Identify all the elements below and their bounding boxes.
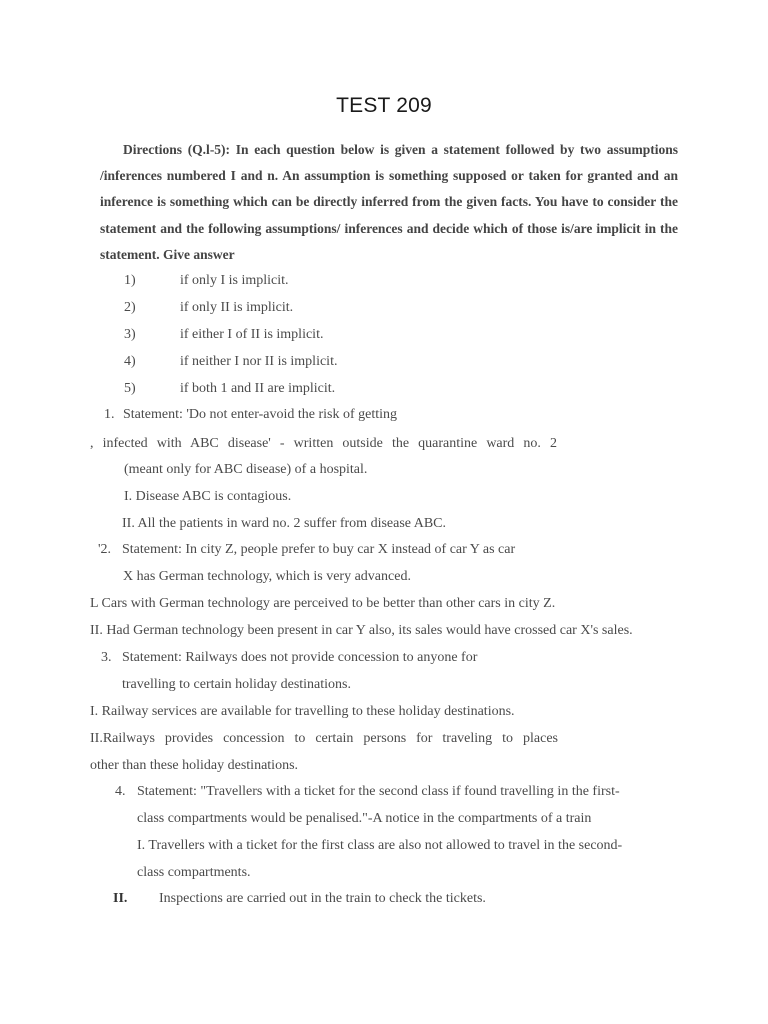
assumption: I. Disease ABC is contagious. [124,489,292,504]
assumption: class compartments. [137,865,251,880]
question-number: '2. [98,542,112,557]
option-text: if neither I nor II is implicit. [180,354,338,369]
assumption: II.Railways provides concession to certain persons for traveling to places [90,731,558,746]
option-number: 4) [124,354,136,369]
option-text: if only I is implicit. [180,273,289,288]
assumption: other than these holiday destinations. [90,758,299,773]
option-text: if only II is implicit. [180,300,294,315]
question-statement: Statement: 'Do not enter-avoid the risk of getting [123,407,398,422]
option-number: 3) [124,327,136,342]
question-statement: (meant only for ABC disease) of a hospital. [124,462,368,477]
question-number: 3. [101,650,112,665]
question-statement: X has German technology, which is very advanced. [123,569,411,584]
question-number: 4. [115,784,126,799]
assumption: L Cars with German technology are perceived to be better than other cars in city Z. [90,596,556,611]
page-title: TEST 209 [336,94,432,117]
option-number: 1) [124,273,136,288]
assumption-number: II. [113,891,128,906]
question-statement: travelling to certain holiday destinations. [122,677,351,692]
option-text: if either I of II is implicit. [180,327,324,342]
assumption: II. All the patients in ward no. 2 suffer from disease ABC. [122,516,447,531]
question-statement: , infected with ABC disease' - written outside the quarantine ward no. 2 [90,436,557,451]
question-statement: Statement: Railways does not provide concession to anyone for [122,650,478,665]
assumption: II. Had German technology been present in car Y also, its sales would have crossed car X's sales. [90,623,633,638]
option-number: 5) [124,381,136,396]
question-statement: class compartments would be penalised."-A notice in the compartments of a train [137,811,592,826]
question-statement: Statement: In city Z, people prefer to buy car X instead of car Y as car [122,542,516,557]
option-text: if both 1 and II are implicit. [180,381,336,396]
assumption: I. Travellers with a ticket for the first class are also not allowed to travel in the second- [137,838,623,853]
question-statement: Statement: "Travellers with a ticket for the second class if found travelling in the first- [137,784,620,799]
assumption: I. Railway services are available for travelling to these holiday destinations. [90,704,515,719]
option-number: 2) [124,300,136,315]
directions-paragraph: Directions (Q.l-5): In each question below is given a statement followed by two assumptions /inferences numbered I and n. An assumption is something supposed or taken for granted and an inference is something which can be directly inferred from the given facts. You have to consider the statement and the following assumptions/ inferences and decide which of those is/are implicit in the statement. Give answer [100,142,678,262]
question-number: 1. [104,407,115,422]
assumption: Inspections are carried out in the train to check the tickets. [159,891,486,906]
